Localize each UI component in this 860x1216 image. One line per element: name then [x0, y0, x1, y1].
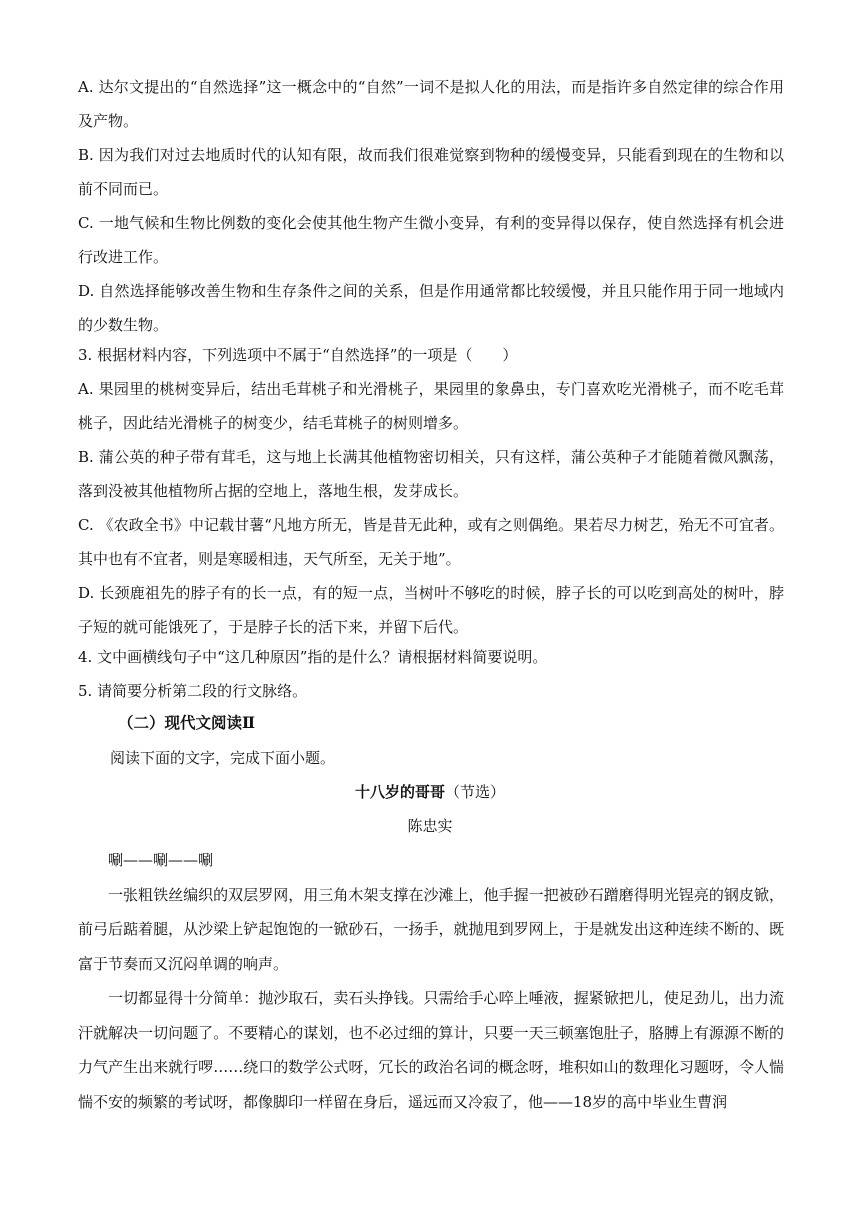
section-heading: （二）现代文阅读Ⅱ — [118, 713, 256, 732]
q3-option-b: B. 蒲公英的种子带有茸毛，这与地上长满其他植物密切相关，只有这样，蒲公英种子才能随着微风飘荡，落到没被其他植物所占据的空地上，落地生根，发芽成长。 — [78, 448, 784, 500]
story-title-suffix: （节选） — [445, 783, 506, 801]
story-paragraph-3: 一切都显得十分简单：抛沙取石，卖石头挣钱。只需给手心啐上唾液，握紧锨把儿，使足劲儿，出力流汗就解决一切问题了。不要精心的谋划，也不必过细的算计，只要一天三顿塞饱肚子，胳膊上有源源不断的力气产生出来就行啰……绕口的数学公式呀，冗长的政治名词的概念呀，堆积如山的数理化习题呀，令人惴惴不安的频繁的考试呀，都像脚印一样留在身后，遥远而又冷寂了，他——18岁的高中毕业生曹润 — [78, 989, 784, 1111]
question-2-options — [78, 70, 784, 342]
story-title — [0, 775, 860, 809]
question-4: 4. 文中画横线句子中“这几种原因”指的是什么？请根据材料简要说明。 — [78, 648, 548, 666]
q2-option-c: C. 一地气候和生物比例数的变化会使其他生物产生微小变异，有利的变异得以保存，使自然选择有机会进行改进工作。 — [78, 214, 784, 266]
story-paragraph-1: 唰——唰——唰 — [108, 851, 214, 869]
reading-instructions: 阅读下面的文字，完成下面小题。 — [110, 749, 336, 767]
question-5: 5. 请简要分析第二段的行文脉络。 — [78, 682, 308, 700]
q3-stem: 3. 根据材料内容，下列选项中不属于“自然选择”的一项是（ ） — [78, 346, 518, 364]
q3-option-d: D. 长颈鹿祖先的脖子有的长一点，有的短一点，当树叶不够吃的时候，脖子长的可以吃到高处的树叶，脖子短的就可能饿死了，于是脖子长的活下来，并留下后代。 — [78, 584, 784, 636]
story-author: 陈忠实 — [407, 817, 453, 835]
q2-option-b: B. 因为我们对过去地质时代的认知有限，故而我们很难觉察到物种的缓慢变异，只能看到现在的生物和以前不同而已。 — [78, 146, 784, 198]
q3-option-a: A. 果园里的桃树变异后，结出毛茸桃子和光滑桃子，果园里的象鼻虫，专门喜欢吃光滑桃子，而不吃毛茸桃子，因此结光滑桃子的树变少，结毛茸桃子的树则增多。 — [78, 380, 784, 432]
question-3 — [78, 338, 784, 644]
story-paragraph-2: 一张粗铁丝编织的双层罗网，用三角木架支撑在沙滩上，他手握一把被砂石蹭磨得明光锃亮的钢皮锨，前弓后踮着腿，从沙梁上铲起饱饱的一锨砂石，一扬手，就抛甩到罗网上，于是就发出这种连续不断的、既富于节奏而又沉闷单调的响声。 — [78, 885, 784, 973]
q3-option-c: C. 《农政全书》中记载甘薯“凡地方所无，皆是昔无此种，或有之则偶绝。果若尽力树艺，殆无不可宜者。其中也有不宜者，则是寒暖相违，天气所至，无关于地”。 — [78, 516, 784, 568]
q2-option-d: D. 自然选择能够改善生物和生存条件之间的关系，但是作用通常都比较缓慢，并且只能作用于同一地域内的少数生物。 — [78, 282, 784, 334]
story-title-main: 十八岁的哥哥 — [354, 783, 445, 801]
story-body — [78, 843, 784, 1119]
questions-4-5 — [78, 640, 784, 708]
q2-option-a: A. 达尔文提出的“自然选择”这一概念中的“自然”一词不是拟人化的用法，而是指许多自然定律的综合作用及产物。 — [78, 78, 784, 130]
